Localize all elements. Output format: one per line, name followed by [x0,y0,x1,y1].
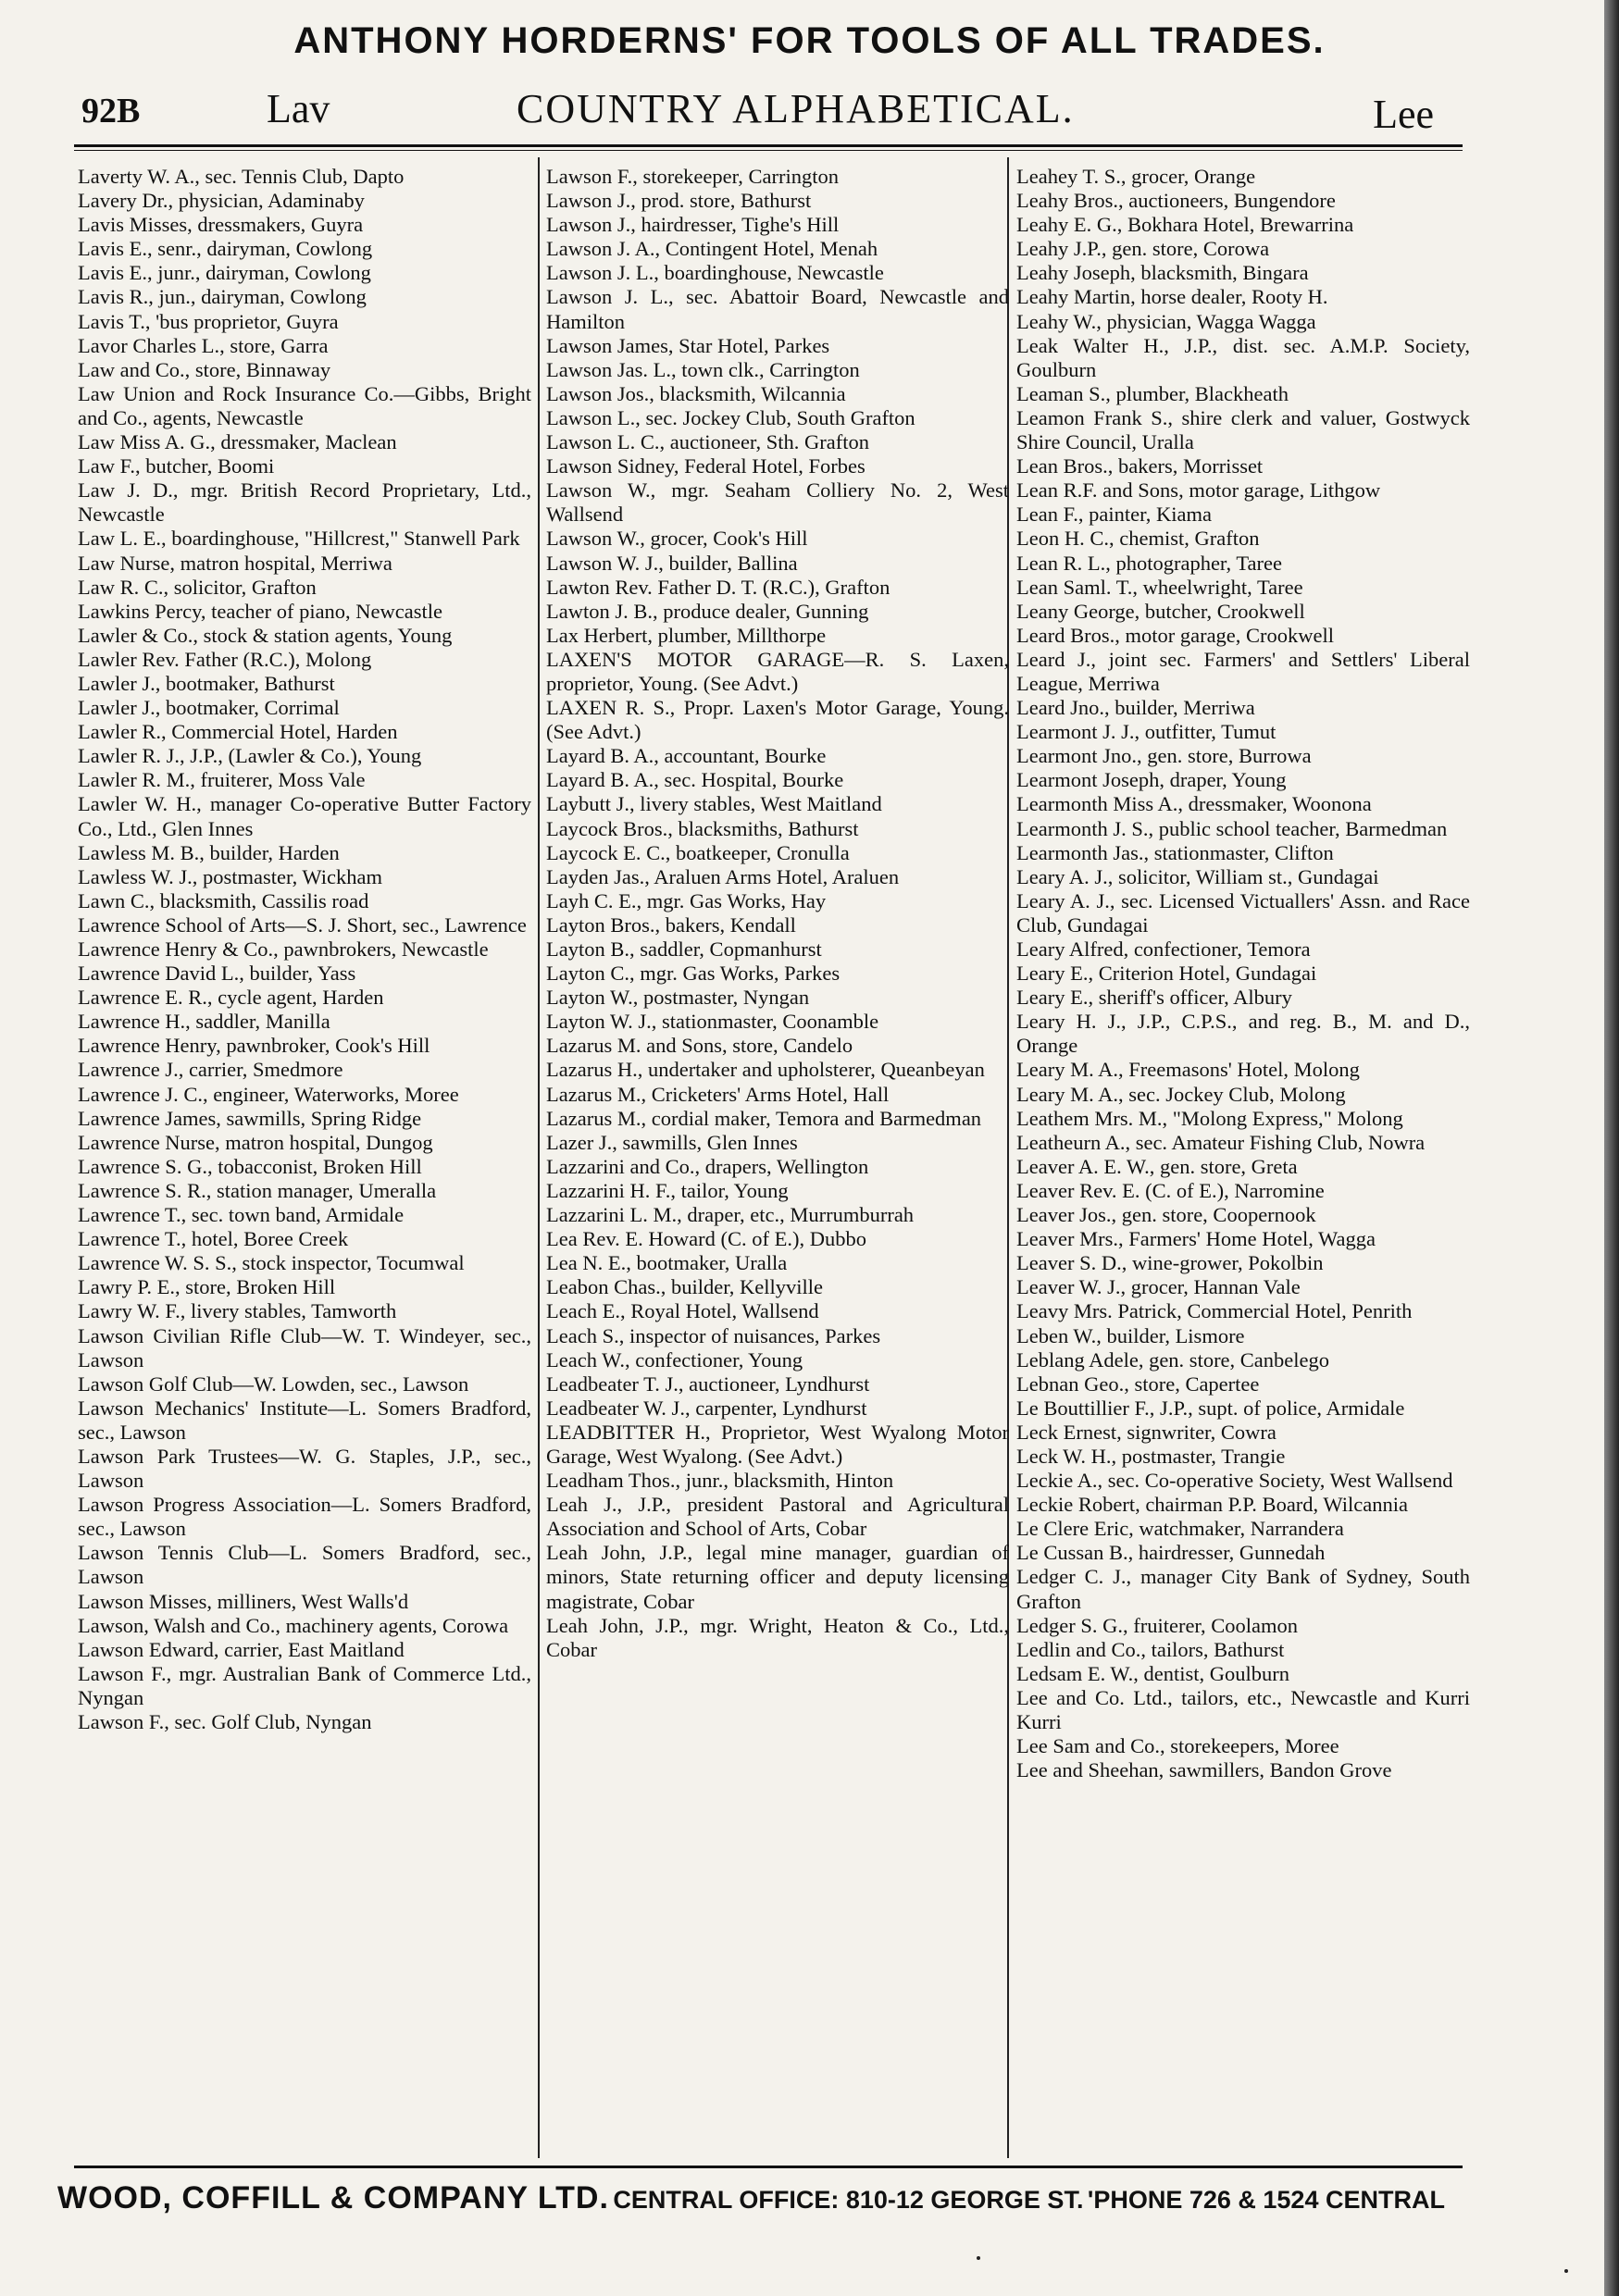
directory-entry: Lee Sam and Co., storekeepers, Moree [1016,1734,1339,1758]
directory-entry: Leblang Adele, gen. store, Canbelego [1016,1347,1330,1371]
directory-entry: Le Clere Eric, watchmaker, Narrandera [1016,1517,1344,1541]
directory-entry: Leavy Mrs. Patrick, Commercial Hotel, Penrith [1016,1299,1413,1323]
directory-entry: Le Bouttillier F., J.P., supt. of police, Armidale [1016,1396,1405,1420]
directory-entry: Lawless W. J., postmaster, Wickham [78,864,382,888]
directory-entry: Layden Jas., Araluen Arms Hotel, Araluen [546,864,900,888]
directory-entry: Layton W., postmaster, Nyngan [546,986,810,1010]
directory-entry: Lawson J. A., Contingent Hotel, Menah [546,237,878,261]
directory-entry: Layton B., saddler, Copmanhurst [546,937,822,961]
directory-entry: Law Nurse, matron hospital, Merriwa [78,551,392,575]
directory-entry: Leary A. J., solicitor, William st., Gundagai [1016,864,1379,888]
directory-entry: Lea N. E., bootmaker, Uralla [546,1251,788,1275]
directory-entry: Lee and Co. Ltd., tailors, etc., Newcastle and Kurri Kurri [1016,1685,1470,1733]
column-divider [538,157,540,2158]
directory-entry: Laycock Bros., blacksmiths, Bathurst [546,816,859,840]
directory-entry: Lawson W., grocer, Cook's Hill [546,527,808,551]
directory-entry: Leon H. C., chemist, Grafton [1016,527,1260,551]
directory-entry: Leard Bros., motor garage, Crookwell [1016,623,1335,647]
directory-entry: Leadbeater W. J., carpenter, Lyndhurst [546,1396,867,1420]
directory-entry: Laybutt J., livery stables, West Maitland [546,792,882,816]
directory-entry: Lawson J., hairdresser, Tighe's Hill [546,213,840,237]
directory-entry: Lean Bros., bakers, Morrisset [1016,454,1264,478]
directory-entry: Lavis Misses, dressmakers, Guyra [78,213,364,237]
directory-entry: Lean R.F. and Sons, motor garage, Lithgow [1016,478,1381,503]
directory-entry: Lawrence S. G., tobacconist, Broken Hill [78,1154,422,1178]
directory-entry: Layard B. A., accountant, Bourke [546,744,827,768]
footer-office: CENTRAL OFFICE: 810-12 GEORGE ST. [613,2186,1084,2214]
directory-entry: Layton C., mgr. Gas Works, Parkes [546,962,841,986]
directory-entry: Lawrence School of Arts—S. J. Short, sec., Lawrence [78,912,527,937]
directory-entry: Leard Jno., builder, Merriwa [1016,696,1255,720]
directory-entry: Layh C. E., mgr. Gas Works, Hay [546,888,827,912]
directory-entry: Leckie Robert, chairman P.P. Board, Wilcannia [1016,1493,1408,1517]
directory-entry: Leben W., builder, Lismore [1016,1323,1245,1347]
directory-entry: Leckie A., sec. Co-operative Society, West Wallsend [1016,1469,1453,1493]
directory-entry: Lawson Golf Club—W. Lowden, sec., Lawson [78,1371,469,1396]
directory-entry: Lawkins Percy, teacher of piano, Newcastle [78,599,443,623]
directory-entry: Leak Walter H., J.P., dist. sec. A.M.P. Society, Goulburn [1016,333,1470,381]
print-speck [1564,2269,1568,2273]
directory-entry: Lea Rev. E. Howard (C. of E.), Dubbo [546,1227,866,1251]
directory-entry: Le Cussan B., hairdresser, Gunnedah [1016,1541,1326,1565]
directory-entry: Lean F., painter, Kiama [1016,503,1212,527]
directory-entry: Ledsam E. W., dentist, Goulburn [1016,1661,1289,1685]
left-guide-word: Lav [267,86,330,131]
directory-entry: Leah John, J.P., legal mine manager, guardian of minors, State returning officer and deputy licensing magistrate, Cobar [546,1541,1009,1613]
directory-entry: Lean Saml. T., wheelwright, Taree [1016,575,1303,599]
directory-entry: Leaver Jos., gen. store, Coopernook [1016,1203,1316,1227]
directory-entry: Leary Alfred, confectioner, Temora [1016,937,1311,961]
directory-entry: Lawn C., blacksmith, Cassilis road [78,888,369,912]
directory-entry: Lawrence Henry, pawnbroker, Cook's Hill [78,1034,430,1058]
directory-entry: Leaver S. D., wine-grower, Pokolbin [1016,1251,1324,1275]
directory-entry: Ledger C. J., manager City Bank of Sydney, South Grafton [1016,1565,1470,1613]
directory-entry: Leary M. A., Freemasons' Hotel, Molong [1016,1058,1360,1082]
directory-entry: Lawson J. L., boardinghouse, Newcastle [546,261,884,285]
page-title: COUNTRY ALPHABETICAL. [517,86,1075,131]
bottom-advert-banner [57,2180,1483,2216]
directory-entry: Law L. E., boardinghouse, "Hillcrest," Stanwell Park [78,527,520,551]
directory-entry: Leadham Thos., junr., blacksmith, Hinton [546,1469,894,1493]
directory-entry: Lawler Rev. Father (R.C.), Molong [78,647,372,671]
directory-entry: Leaver Rev. E. (C. of E.), Narromine [1016,1178,1325,1202]
directory-entry: Leach E., Royal Hotel, Wallsend [546,1299,819,1323]
directory-entry: Lawler R. J., J.P., (Lawler & Co.), Young [78,744,422,768]
directory-entry: Lawrence Henry & Co., pawnbrokers, Newcastle [78,937,489,961]
directory-entry: Lawler J., bootmaker, Bathurst [78,671,335,695]
header-rule [74,144,1463,147]
directory-entry: Leary E., sheriff's officer, Albury [1016,986,1292,1010]
directory-entry: Lawless M. B., builder, Harden [78,840,340,864]
directory-entry: Lawler R., Commercial Hotel, Harden [78,720,398,744]
right-guide-word: Lee [1373,92,1434,137]
directory-entry: Lawson J. L., sec. Abattoir Board, Newcastle and Hamilton [546,285,1009,333]
directory-entry: Lawrence James, sawmills, Spring Ridge [78,1106,422,1130]
directory-entry: Lazarus M., Cricketers' Arms Hotel, Hall [546,1082,890,1106]
directory-entry: Leany George, butcher, Crookwell [1016,599,1305,623]
directory-entry: Lawson F., sec. Golf Club, Nyngan [78,1710,372,1733]
directory-entry: Leathem Mrs. M., "Molong Express," Molong [1016,1106,1403,1130]
directory-entry: Leahey T. S., grocer, Orange [1016,165,1256,188]
directory-entry: Lawson Jas. L., town clk., Carrington [546,357,860,381]
directory-entry: Lawton J. B., produce dealer, Gunning [546,599,869,623]
directory-entry: Lawrence T., hotel, Boree Creek [78,1227,349,1251]
directory-entry: Leary E., Criterion Hotel, Gundagai [1016,962,1317,986]
directory-entry: Lawrence H., saddler, Manilla [78,1010,330,1034]
directory-entry: Ledlin and Co., tailors, Bathurst [1016,1637,1285,1661]
directory-entry: Lee and Sheehan, sawmillers, Bandon Grove [1016,1758,1392,1782]
directory-entry: Lawson Mechanics' Institute—L. Somers Bradford, sec., Lawson [78,1396,531,1444]
directory-entry: Leary M. A., sec. Jockey Club, Molong [1016,1082,1346,1106]
directory-entry: Leahy E. G., Bokhara Hotel, Brewarrina [1016,213,1354,237]
directory-entry: Law Union and Rock Insurance Co.—Gibbs, Bright and Co., agents, Newcastle [78,381,531,429]
directory-entry: Lavery Dr., physician, Adaminaby [78,189,365,213]
directory-entry: Learmonth Miss A., dressmaker, Woonona [1016,792,1372,816]
directory-entry: Layton Bros., bakers, Kendall [546,912,796,937]
directory-entry: Lawson W. J., builder, Ballina [546,551,798,575]
directory-entry: Leahy Bros., auctioneers, Bungendore [1016,189,1336,213]
directory-entry: Leadbeater T. J., auctioneer, Lyndhurst [546,1371,870,1396]
directory-entry: Layard B. A., sec. Hospital, Bourke [546,768,844,792]
directory-entry: Lawler J., bootmaker, Corrimal [78,696,340,720]
directory-entry: Lawson Edward, carrier, East Maitland [78,1637,405,1661]
directory-entry: Lawler & Co., stock & station agents, Young [78,623,453,647]
directory-entry: Lavis R., jun., dairyman, Cowlong [78,285,367,309]
directory-entry: Lawson Civilian Rifle Club—W. T. Windeyer, sec., Lawson [78,1323,531,1371]
directory-entry: Leatheurn A., sec. Amateur Fishing Club, Nowra [1016,1130,1426,1154]
directory-entry: Lebnan Geo., store, Capertee [1016,1371,1260,1396]
directory-entry: Learmont Jno., gen. store, Burrowa [1016,744,1312,768]
footer-rule [74,2166,1463,2168]
page-edge-shadow [1604,0,1619,2296]
directory-entry: Lawson Sidney, Federal Hotel, Forbes [546,454,866,478]
directory-entry: Lawry P. E., store, Broken Hill [78,1275,336,1299]
directory-entry: Leahy Joseph, blacksmith, Bingara [1016,261,1309,285]
directory-entry: Lazarus H., undertaker and upholsterer, Queanbeyan [546,1058,985,1082]
directory-entry: Lavor Charles L., store, Garra [78,333,329,357]
directory-entry: Ledger S. G., fruiterer, Coolamon [1016,1613,1299,1637]
directory-entry: Lawler R. M., fruiterer, Moss Vale [78,768,366,792]
directory-entry: Lavis E., junr., dairyman, Cowlong [78,261,371,285]
directory-entry: Lawson Misses, milliners, West Walls'd [78,1589,409,1613]
directory-entry: Lazzarini L. M., draper, etc., Murrumburrah [546,1203,915,1227]
directory-entry: Lawrence J., carrier, Smedmore [78,1058,343,1082]
directory-entry: Leamon Frank S., shire clerk and valuer, Gostwyck Shire Council, Uralla [1016,405,1470,454]
directory-entry: Leary H. J., J.P., C.P.S., and reg. B., M. and D., Orange [1016,1010,1470,1058]
directory-entry: Lean R. L., photographer, Taree [1016,551,1282,575]
directory-entry: Lawrence Nurse, matron hospital, Dungog [78,1130,433,1154]
directory-entry: Leaver W. J., grocer, Hannan Vale [1016,1275,1301,1299]
directory-entry: Leach S., inspector of nuisances, Parkes [546,1323,881,1347]
directory-entry: Lawson Jos., blacksmith, Wilcannia [546,381,846,405]
directory-entry: Lawson James, Star Hotel, Parkes [546,333,830,357]
directory-entry: Lawson F., mgr. Australian Bank of Commerce Ltd., Nyngan [78,1661,531,1709]
directory-entry: Law F., butcher, Boomi [78,454,275,478]
directory-entry: Learmont J. J., outfitter, Tumut [1016,720,1277,744]
directory-entry: Lawrence David L., builder, Yass [78,962,356,986]
print-speck [977,2256,980,2260]
directory-entry: Leaver A. E. W., gen. store, Greta [1016,1154,1298,1178]
directory-entry: LAXEN'S MOTOR GARAGE—R. S. Laxen, proprietor, Young. (See Advt.) [546,647,1009,695]
directory-entry: LEADBITTER H., Proprietor, West Wyalong Motor Garage, West Wyalong. (See Advt.) [546,1420,1009,1468]
directory-entry: Lawson L., sec. Jockey Club, South Grafton [546,405,915,429]
directory-entry: Lawton Rev. Father D. T. (R.C.), Grafton [546,575,890,599]
header-rule-thin [74,150,1463,151]
directory-entry: Lax Herbert, plumber, Millthorpe [546,623,827,647]
directory-entry: Leck W. H., postmaster, Trangie [1016,1444,1286,1468]
directory-entry: Leard J., joint sec. Farmers' and Settlers' Liberal League, Merriwa [1016,647,1470,695]
directory-entry: Lawson F., storekeeper, Carrington [546,165,839,188]
directory-entry: LAXEN R. S., Propr. Laxen's Motor Garage, Young. (See Advt.) [546,696,1009,744]
directory-entry: Lawson W., mgr. Seaham Colliery No. 2, West Wallsend [546,478,1009,527]
directory-entry: Learmonth J. S., public school teacher, Barmedman [1016,816,1448,840]
directory-entry: Law J. D., mgr. British Record Proprietary, Ltd., Newcastle [78,478,531,527]
directory-entry: Law Miss A. G., dressmaker, Maclean [78,430,397,454]
directory-column-1 [78,165,531,1734]
directory-column-3 [1016,165,1470,1782]
directory-entry: Leck Ernest, signwriter, Cowra [1016,1420,1277,1444]
directory-entry: Lavis E., senr., dairyman, Cowlong [78,237,373,261]
footer-company: WOOD, COFFILL & COMPANY LTD. [57,2180,609,2215]
directory-entry: Learmonth Jas., stationmaster, Clifton [1016,840,1334,864]
directory-entry: Lazarus M. and Sons, store, Candelo [546,1034,853,1058]
top-advert-banner: ANTHONY HORDERNS' FOR TOOLS OF ALL TRADES. [293,20,1326,61]
directory-entry: Laverty W. A., sec. Tennis Club, Dapto [78,165,405,188]
directory-entry: Learmont Joseph, draper, Young [1016,768,1287,792]
directory-entry: Leary A. J., sec. Licensed Victuallers' Assn. and Race Club, Gundagai [1016,888,1470,937]
footer-phone: 'PHONE 726 & 1524 CENTRAL [1087,2186,1445,2214]
directory-entry: Lazarus M., cordial maker, Temora and Barmedman [546,1106,982,1130]
running-header [81,85,1471,141]
directory-entry: Leahy Martin, horse dealer, Rooty H. [1016,285,1328,309]
directory-entry: Lawrence T., sec. town band, Armidale [78,1203,405,1227]
directory-entry: Lawson Progress Association—L. Somers Bradford, sec., Lawson [78,1493,531,1541]
directory-entry: Leahy W., physician, Wagga Wagga [1016,309,1316,333]
directory-entry: Lavis T., 'bus proprietor, Guyra [78,309,339,333]
directory-entry: Lawrence W. S. S., stock inspector, Tocumwal [78,1251,465,1275]
directory-entry: Lazer J., sawmills, Glen Innes [546,1130,798,1154]
directory-entry: Lazzarini and Co., drapers, Wellington [546,1154,869,1178]
directory-entry: Lawson Tennis Club—L. Somers Bradford, sec., Lawson [78,1541,531,1589]
directory-entry: Lawler W. H., manager Co-operative Butter Factory Co., Ltd., Glen Innes [78,792,531,840]
directory-entry: Lawrence S. R., station manager, Umeralla [78,1178,437,1202]
directory-entry: Leah J., J.P., president Pastoral and Agricultural Association and School of Arts, Cobar [546,1493,1009,1541]
directory-entry: Law R. C., solicitor, Grafton [78,575,317,599]
directory-entry: Leach W., confectioner, Young [546,1347,803,1371]
directory-entry: Law and Co., store, Binnaway [78,357,331,381]
directory-entry: Lawson, Walsh and Co., machinery agents, Corowa [78,1613,509,1637]
directory-entry: Lawrence J. C., engineer, Waterworks, Moree [78,1082,459,1106]
directory-entry: Leaver Mrs., Farmers' Home Hotel, Wagga [1016,1227,1376,1251]
page-number: 92B [81,92,141,130]
directory-entry: Layton W. J., stationmaster, Coonamble [546,1010,879,1034]
directory-entry: Lazzarini H. F., tailor, Young [546,1178,789,1202]
directory-entry: Lawson J., prod. store, Bathurst [546,189,812,213]
directory-entry: Leabon Chas., builder, Kellyville [546,1275,824,1299]
directory-entry: Leah John, J.P., mgr. Wright, Heaton & Co., Ltd., Cobar [546,1613,1009,1661]
directory-entry: Leahy J.P., gen. store, Corowa [1016,237,1270,261]
directory-entry: Leaman S., plumber, Blackheath [1016,381,1289,405]
directory-entry: Laycock E. C., boatkeeper, Cronulla [546,840,850,864]
directory-column-2 [546,165,1009,1662]
directory-entry: Lawry W. F., livery stables, Tamworth [78,1299,397,1323]
directory-entry: Lawrence E. R., cycle agent, Harden [78,986,384,1010]
directory-entry: Lawson L. C., auctioneer, Sth. Grafton [546,430,870,454]
directory-entry: Lawson Park Trustees—W. G. Staples, J.P., sec., Lawson [78,1444,531,1493]
